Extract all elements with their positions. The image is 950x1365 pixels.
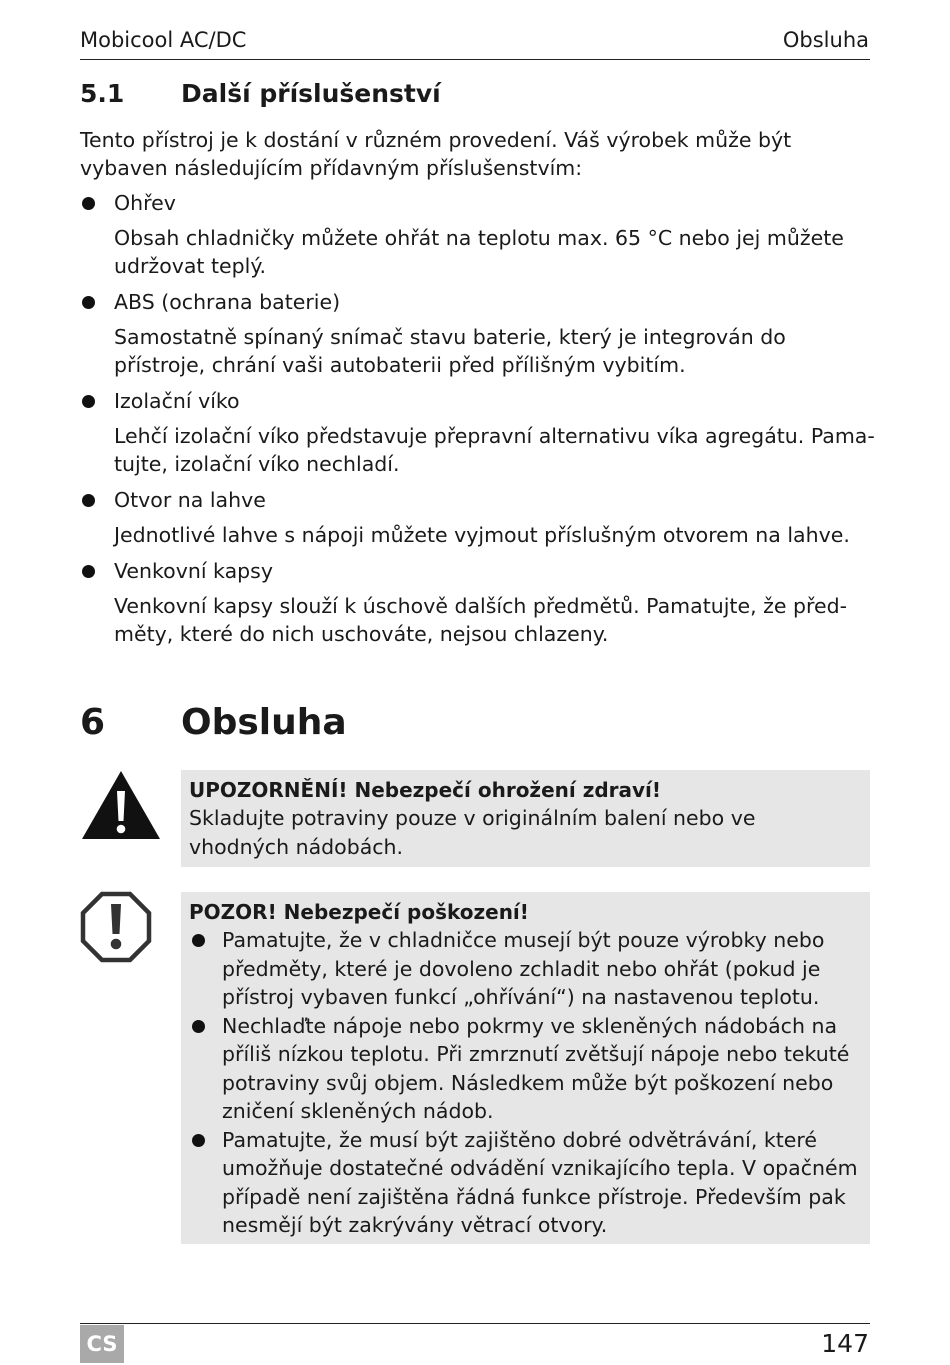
feature-description: Obsah chladničky můžete ohřát na teplotu max. 65 °C nebo jej můžete udržovat teplý. [114,226,844,278]
caution-item-text: Nechlaďte nápoje nebo pokrmy ve skleněných nádobách na příliš nízkou teplotu. Při zmrznutí zvětšují nápoje nebo tekuté potraviny svůj objem. Následkem může být poškození nebo zničení skleněných nádob. [222,1013,850,1123]
list-item [189,1126,862,1240]
feature-description: Samostatně spínaný snímač stavu baterie, který je integrován do přístroje, chrání vaši autobaterii před přílišným vybitím. [114,325,786,377]
bullet-icon [192,1134,205,1147]
list-item [189,926,862,1012]
chapter-number: 6 [80,702,106,743]
page-number: 147 [821,1329,869,1358]
bullet-icon [82,565,95,578]
warning-text: Skladujte potraviny pouze v originálním balení nebo ve vhodných nádobách. [189,806,756,859]
bullet-icon [192,1020,205,1033]
bullet-icon [192,934,205,947]
list-item [80,557,875,648]
caution-box [181,892,870,1244]
list-item [80,486,875,549]
feature-label: Ohřev [114,191,176,215]
caution-list [189,926,862,1240]
language-badge: CS [80,1325,124,1363]
bullet-icon [82,494,95,507]
caution-item-text: Pamatujte, že v chladničce musejí být pouze výrobky nebo předměty, které je dovoleno zchladit nebo ohřát (pokud je přístroj vybaven funkcí „ohřívání“) na nastavenou teplotu. [222,928,825,1009]
feature-description: Venkovní kapsy slouží k úschově dalších předmětů. Pamatujte, že předměty, které do nich uschováte, nejsou chlazeny. [114,594,848,646]
warning-box [181,770,870,867]
feature-label: Izolační víko [114,389,240,413]
list-item [80,189,875,280]
feature-label: Venkovní kapsy [114,559,273,583]
header-divider [80,59,870,60]
caution-title: POZOR! Nebezpečí poškození! [189,900,529,924]
footer-divider [80,1323,870,1324]
list-item [80,387,875,478]
header-product-name: Mobicool AC/DC [80,28,247,52]
chapter-title: Obsluha [181,702,347,743]
caution-item-text: Pamatujte, že musí být zajištěno dobré odvětrávání, které umožňuje dostatečné odvádění vznikajícího tepla. V opačném případě není zajištěna řádná funkce přístroje. Především pak nesmějí být zakrývány větrací otvory. [222,1127,858,1237]
warning-triangle-icon [80,769,162,841]
section-title: Další příslušenství [181,79,441,108]
list-item [80,288,875,379]
warning-title: UPOZORNĚNÍ! Nebezpečí ohrožení zdraví! [189,778,662,802]
header-chapter-name: Obsluha [782,28,869,52]
caution-octagon-icon [80,891,152,963]
feature-description: Jednotlivé lahve s nápoji můžete vyjmout příslušným otvorem na lahve. [114,523,850,547]
feature-description: Lehčí izolační víko představuje přepravní alternativu víka agregátu. Pamatujte, izolační víko nechladí. [114,424,875,476]
feature-label: Otvor na lahve [114,488,266,512]
section-number: 5.1 [80,79,125,108]
bullet-icon [82,296,95,309]
section-intro: Tento přístroj je k dostání v různém provedení. Váš výrobek může být vybaven následujícím přídavným příslušenstvím: [80,128,792,180]
feature-label: ABS (ochrana baterie) [114,290,341,314]
list-item [189,1012,862,1126]
bullet-icon [82,395,95,408]
bullet-icon [82,197,95,210]
